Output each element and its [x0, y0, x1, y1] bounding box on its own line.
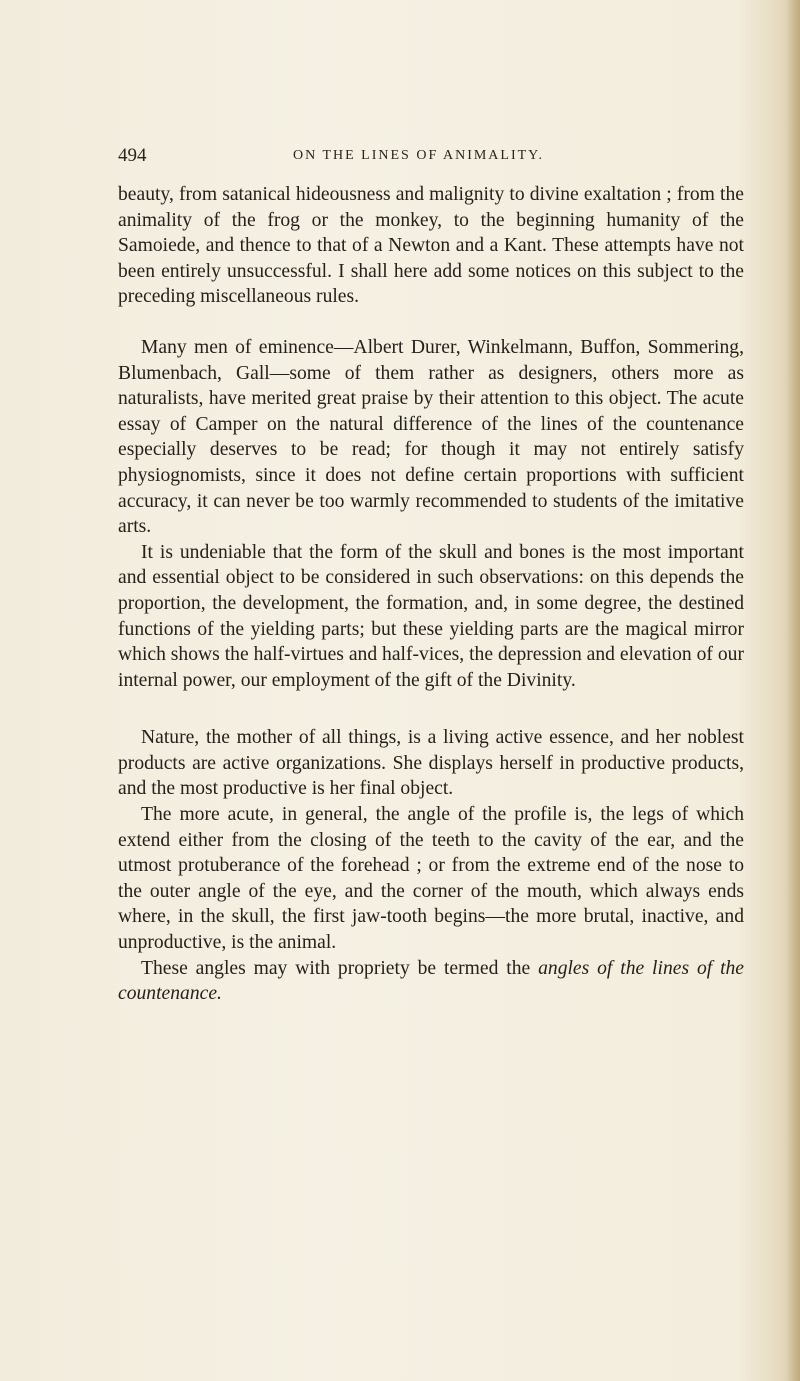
paragraph-6-italic: angles of the lines of the countenance.	[118, 957, 745, 1005]
page-number: 494	[118, 145, 147, 166]
page-header	[118, 145, 738, 169]
page-edge-shadow	[786, 0, 800, 1381]
paragraph-6	[118, 956, 744, 1007]
paragraph-1: beauty, from satanical hideousness and malignity to divine exaltation ; from the animality of the frog or the monkey, to the beginning humanity of the Samoiede, and thence to that of a Newton and a Kant. These attempts have not been entirely unsuccessful. I shall here add some notices on this subject to the preceding miscellaneous rules.	[118, 184, 744, 308]
paragraph-5: The more acute, in general, the angle of the profile is, the legs of which extend either from the closing of the teeth to the cavity of the ear, and the utmost protuberance of the forehead ; or from the extreme end of the nose to the outer angle of the eye, and the corner of the mouth, which always ends where, in the skull, the first jaw-tooth begins—the more brutal, inactive, and unproductive, is the animal.	[118, 804, 744, 954]
running-title: ON THE LINES OF ANIMALITY.	[293, 148, 544, 163]
paragraph-4: Nature, the mother of all things, is a living active essence, and her noblest products are active organizations. She displays herself in productive products, and the most productive is her final object.	[118, 727, 744, 800]
paragraph-6-lead: These angles may with propriety be termed the	[141, 957, 539, 979]
paragraph-2: Many men of eminence—Albert Durer, Winkelmann, Buffon, Sommering, Blumenbach, Gall—some of them rather as designers, others more as naturalists, have merited great praise by their attention to this object. The acute essay of Camper on the natural difference of the lines of the countenance especially deserves to be read; for though it may not entirely satisfy physiognomists, since it does not define certain proportions with sufficient accuracy, it can never be too warmly recommended to students of the imitative arts.	[118, 336, 744, 538]
paragraph-3: It is undeniable that the form of the skull and bones is the most important and essential object to be considered in such observations: on this depends the proportion, the development, the formation, and, in some degree, the destined functions of the yielding parts; but these yielding parts are the magical mirror which shows the half-virtues and half-vices, the depression and elevation of our internal power, our employment of the gift of the Divinity.	[118, 541, 744, 691]
body-text	[118, 182, 744, 1007]
